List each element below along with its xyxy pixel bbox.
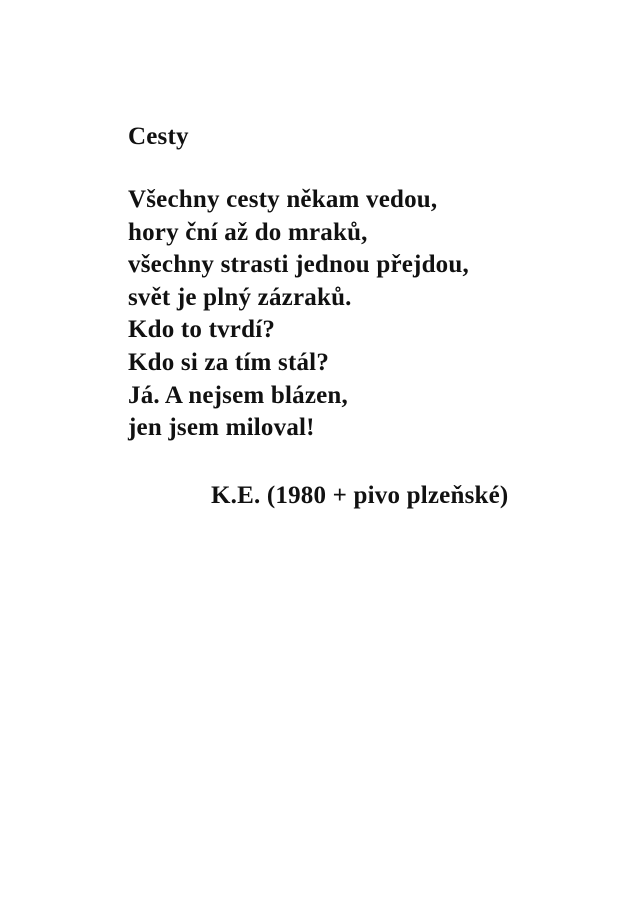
poem-line: jen jsem miloval! xyxy=(128,414,315,442)
poem-line: hory ční až do mraků, xyxy=(128,218,368,246)
poem-line: Kdo to tvrdí? xyxy=(128,316,276,344)
poem-line: Já. A nejsem blázen, xyxy=(128,381,348,409)
poem-line: Kdo si za tím stál? xyxy=(128,348,330,376)
poem-title: Cesty xyxy=(128,123,189,150)
signature: K.E. (1980 + pivo plzeňské) xyxy=(211,482,509,509)
poem-line: všechny strasti jednou přejdou, xyxy=(128,251,469,279)
poem-body xyxy=(128,184,469,445)
poem-line: Všechny cesty někam vedou, xyxy=(128,186,438,213)
poem-line: svět je plný zázraků. xyxy=(128,283,352,311)
